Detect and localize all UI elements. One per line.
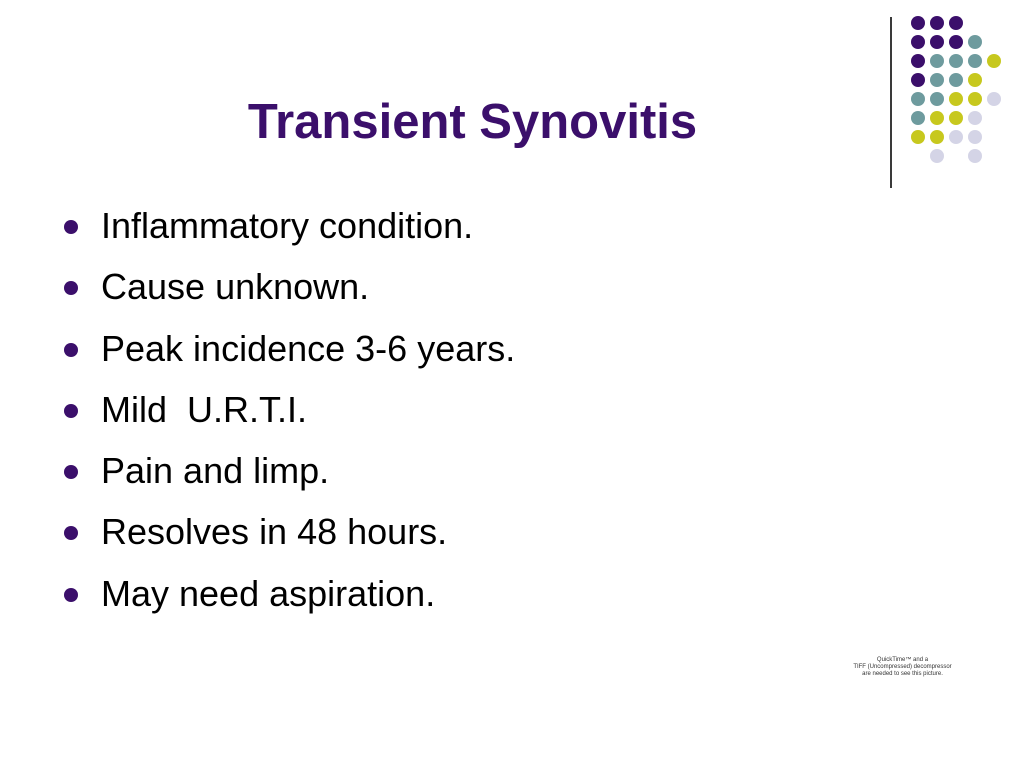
bullet-dot-icon <box>64 526 78 540</box>
placeholder-line: TIFF (Uncompressed) decompressor <box>853 664 952 670</box>
bullet-dot-icon <box>64 343 78 357</box>
bullet-list <box>64 195 515 624</box>
bullet-text: May need aspiration. <box>101 572 436 614</box>
placeholder-line: QuickTime™ and a <box>876 657 929 663</box>
bullet-item <box>64 563 515 624</box>
decor-dot <box>968 130 982 144</box>
bullet-text: Pain and limp. <box>101 450 330 492</box>
decor-dot <box>949 92 963 106</box>
decor-dot <box>949 54 963 68</box>
bullet-text: Mild U.R.T.I. <box>101 388 308 430</box>
decor-dot <box>930 16 944 30</box>
bullet-dot-icon <box>64 588 78 602</box>
bullet-dot-icon <box>64 465 78 479</box>
bullet-dot-icon <box>64 281 78 295</box>
decor-dot <box>949 16 963 30</box>
decor-dot <box>968 73 982 87</box>
bullet-dot-icon <box>64 220 78 234</box>
decor-dot <box>949 130 963 144</box>
bullet-item <box>64 501 515 562</box>
decor-dot <box>987 92 1001 106</box>
missing-picture-placeholder <box>830 657 975 678</box>
decor-dot <box>911 54 925 68</box>
decor-dot <box>968 111 982 125</box>
decor-dot <box>911 35 925 49</box>
bullet-text: Resolves in 48 hours. <box>101 511 448 553</box>
bullet-item <box>64 256 515 317</box>
bullet-text: Inflammatory condition. <box>101 205 474 246</box>
bullet-item <box>64 440 515 501</box>
bullet-item <box>64 318 515 379</box>
bullet-item <box>64 195 515 256</box>
bullet-item <box>64 379 515 440</box>
placeholder-line: are needed to see this picture. <box>862 671 943 677</box>
decor-dot <box>987 54 1001 68</box>
decor-dot <box>968 35 982 49</box>
decor-dot <box>949 111 963 125</box>
decor-dot <box>968 92 982 106</box>
bullet-text: Cause unknown. <box>101 266 370 308</box>
decor-dot <box>968 54 982 68</box>
decor-dot <box>968 149 982 163</box>
decor-dot <box>930 54 944 68</box>
decor-dot <box>911 16 925 30</box>
decor-dot <box>930 73 944 87</box>
decor-dot <box>911 73 925 87</box>
bullet-text: Peak incidence 3-6 years. <box>101 327 516 369</box>
decor-dot <box>949 73 963 87</box>
decor-dot <box>930 35 944 49</box>
decor-dot <box>949 35 963 49</box>
bullet-dot-icon <box>64 404 78 418</box>
slide-title: Transient Synovitis <box>247 95 698 149</box>
